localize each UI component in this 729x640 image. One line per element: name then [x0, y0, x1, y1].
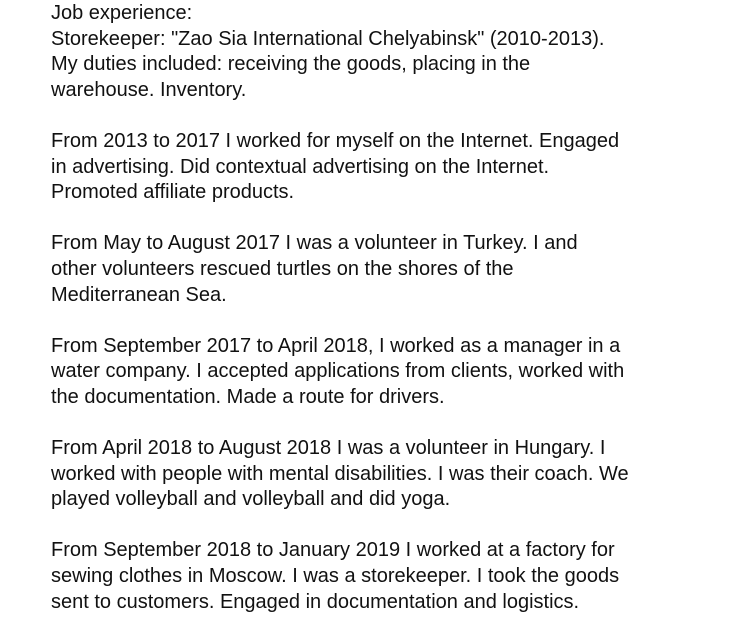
paragraph-turkey-volunteer — [51, 231, 721, 308]
paragraph-line: Promoted affiliate products. — [51, 181, 295, 204]
paragraph-line: other volunteers rescued turtles on the shores of the — [51, 257, 514, 280]
paragraph-line: My duties included: receiving the goods, placing in the — [51, 53, 531, 76]
paragraph-line: From September 2018 to January 2019 I worked at a factory for — [51, 539, 615, 562]
paragraph-line: From April 2018 to August 2018 I was a volunteer in Hungary. I — [51, 437, 606, 460]
paragraph-line: played volleyball and volleyball and did yoga. — [51, 488, 451, 511]
paragraph-line: in advertising. Did contextual advertising on the Internet. — [51, 155, 550, 178]
paragraph-line: Storekeeper: "Zao Sia International Chelyabinsk" (2010-2013). — [51, 27, 605, 50]
job-experience-block — [51, 1, 721, 103]
paragraph-hungary-volunteer — [51, 436, 721, 513]
paragraph-moscow-factory — [51, 538, 721, 615]
paragraph-internet-work — [51, 129, 721, 206]
paragraph-line: water company. I accepted applications from clients, worked with — [51, 360, 625, 383]
paragraph-line: Mediterranean Sea. — [51, 283, 227, 306]
paragraph-water-company — [51, 334, 721, 411]
paragraph-line: warehouse. Inventory. — [51, 78, 247, 101]
paragraph-line: worked with people with mental disabilities. I was their coach. We — [51, 462, 629, 485]
job-experience-heading: Job experience: — [51, 2, 193, 24]
paragraph-line: From September 2017 to April 2018, I worked as a manager in a — [51, 334, 621, 357]
paragraph-line: the documentation. Made a route for drivers. — [51, 385, 445, 408]
document-body — [51, 1, 721, 615]
paragraph-line: sewing clothes in Moscow. I was a storekeeper. I took the goods — [51, 565, 620, 588]
paragraph-line: sent to customers. Engaged in documentation and logistics. — [51, 590, 580, 613]
paragraph-line: From May to August 2017 I was a volunteer in Turkey. I and — [51, 232, 578, 255]
paragraph-line: From 2013 to 2017 I worked for myself on the Internet. Engaged — [51, 129, 620, 152]
